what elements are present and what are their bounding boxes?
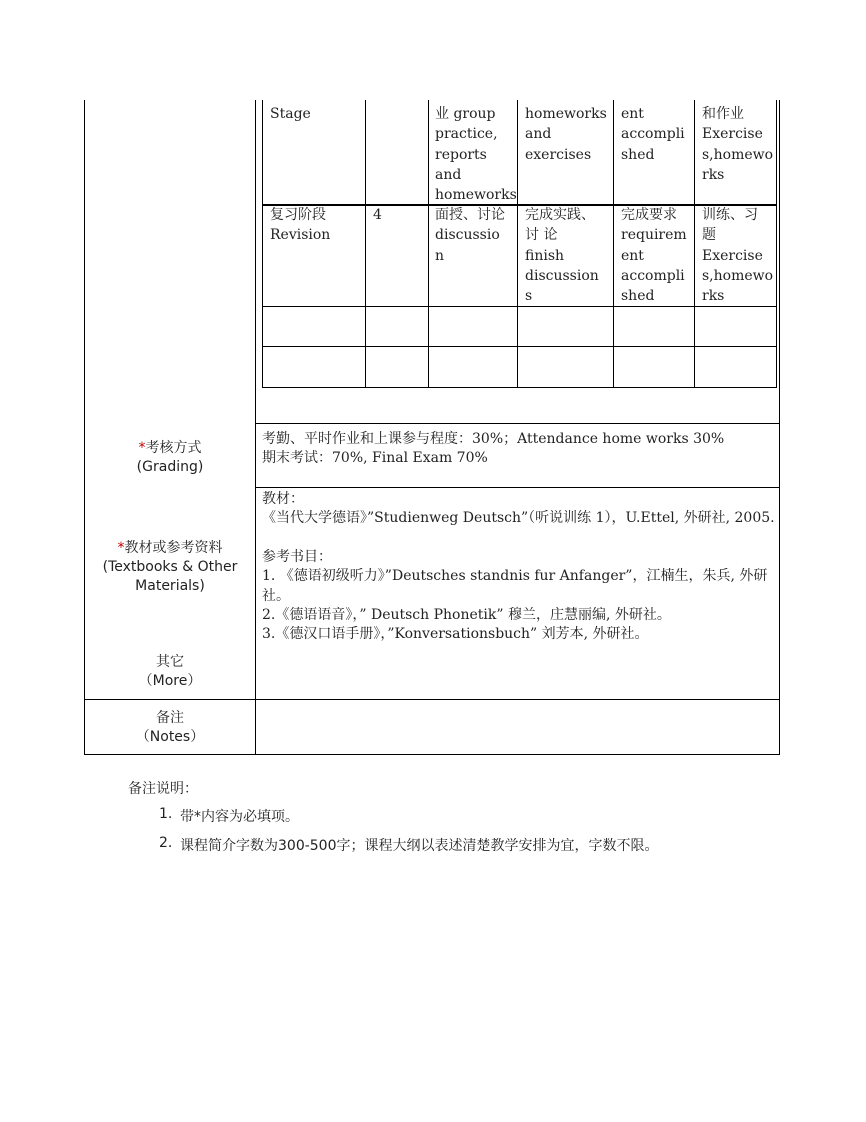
schedule-cell-r1-c5: 训练、习 题 Exercise s,homewo rks (702, 207, 774, 305)
outer-border-right (779, 100, 780, 755)
schedule-cell-r1-c4: 完成要求 requirem ent accompli shed (621, 207, 687, 305)
more-label-en: （More） (138, 673, 202, 689)
grading-line-2: 期末考试：70%, Final Exam 70% (262, 450, 488, 466)
required-star: * (117, 540, 125, 556)
materials-heading: 教材： (262, 491, 304, 507)
materials-label-cn: 教材或参考资料 (124, 540, 223, 556)
row-divider-bottom (84, 754, 780, 755)
required-star: * (138, 440, 146, 456)
explanation-item-1-text: 带*内容为必填项。 (180, 809, 299, 825)
materials-ref-2: 2.《德语语音》，” Deutsch Phonetik” 穆兰，庄慧丽编, 外研社。 (262, 607, 671, 623)
schedule-cell-r0-c2: 业 group practice, reports and homeworks (435, 106, 517, 204)
notes-label-cn: 备注 (156, 710, 184, 726)
schedule-vline-0 (262, 100, 263, 388)
schedule-vline-3 (517, 100, 518, 388)
grading-label-cn: 考核方式 (145, 440, 202, 456)
explanation-item-2-text: 课程简介字数为300-500字；课程大纲以表述清楚教学安排为宜，字数不限。 (180, 838, 659, 854)
materials-ref-1: 1. 《德语初级听力》”Deutsches standnis fur Anfanger”，江楠生，朱兵, 外研社。 (262, 568, 768, 604)
schedule-cell-r0-c4: ent accompli shed (621, 106, 685, 163)
notes-label-en: （Notes） (135, 729, 205, 745)
materials-textbook: 《当代大学德语》”Studienweg Deutsch”（听说训练 1），U.Ettel, 外研社, 2005. (262, 510, 775, 526)
label-column-divider (255, 100, 256, 755)
schedule-cell-r0-c0: Stage (270, 106, 311, 122)
materials-label-en-1: (Textbooks & Other (102, 559, 238, 575)
schedule-hline-4 (262, 387, 777, 388)
schedule-vline-2 (428, 100, 429, 388)
materials-ref-3: 3.《德汉口语手册》，”Konversationsbuch” 刘芳本, 外研社。 (262, 626, 649, 642)
schedule-vline-6 (776, 100, 777, 388)
schedule-cell-r1-c1: 4 (373, 207, 382, 223)
schedule-cell-r1-c3: 完成实践、 讨 论 finish discussion s (525, 207, 599, 305)
explanation-title: 备注说明： (128, 781, 198, 797)
materials-label (85, 539, 255, 596)
schedule-cell-r1-c2: 面授、讨论 discussio n (435, 207, 505, 264)
explanation-item-1-num: 1. (159, 806, 173, 822)
schedule-vline-4 (613, 100, 614, 388)
notes-label (85, 709, 255, 747)
more-label-cn: 其它 (156, 654, 184, 670)
materials-label-en-2: Materials) (135, 578, 205, 594)
schedule-cell-r1-c0: 复习阶段 Revision (270, 207, 331, 244)
schedule-cell-r0-c5: 和作业 Exercise s,homewo rks (702, 106, 774, 183)
schedule-hline-2 (262, 306, 777, 307)
schedule-vline-1 (365, 100, 366, 388)
more-label (85, 653, 255, 691)
schedule-cell-r0-c3: homeworks and exercises (525, 106, 607, 163)
notes-content (256, 700, 779, 754)
grading-label (85, 439, 255, 477)
grading-line-1: 考勤、平时作业和上课参与程度：30%；Attendance home works 30% (262, 431, 725, 447)
materials-refs-heading: 参考书目： (262, 549, 332, 565)
explanation-item-2-num: 2. (159, 835, 173, 851)
row-divider-grading (255, 423, 779, 424)
schedule-vline-5 (694, 100, 695, 388)
row-divider-materials (255, 487, 779, 488)
schedule-hline-3 (262, 346, 777, 347)
grading-label-en: (Grading) (136, 459, 204, 475)
